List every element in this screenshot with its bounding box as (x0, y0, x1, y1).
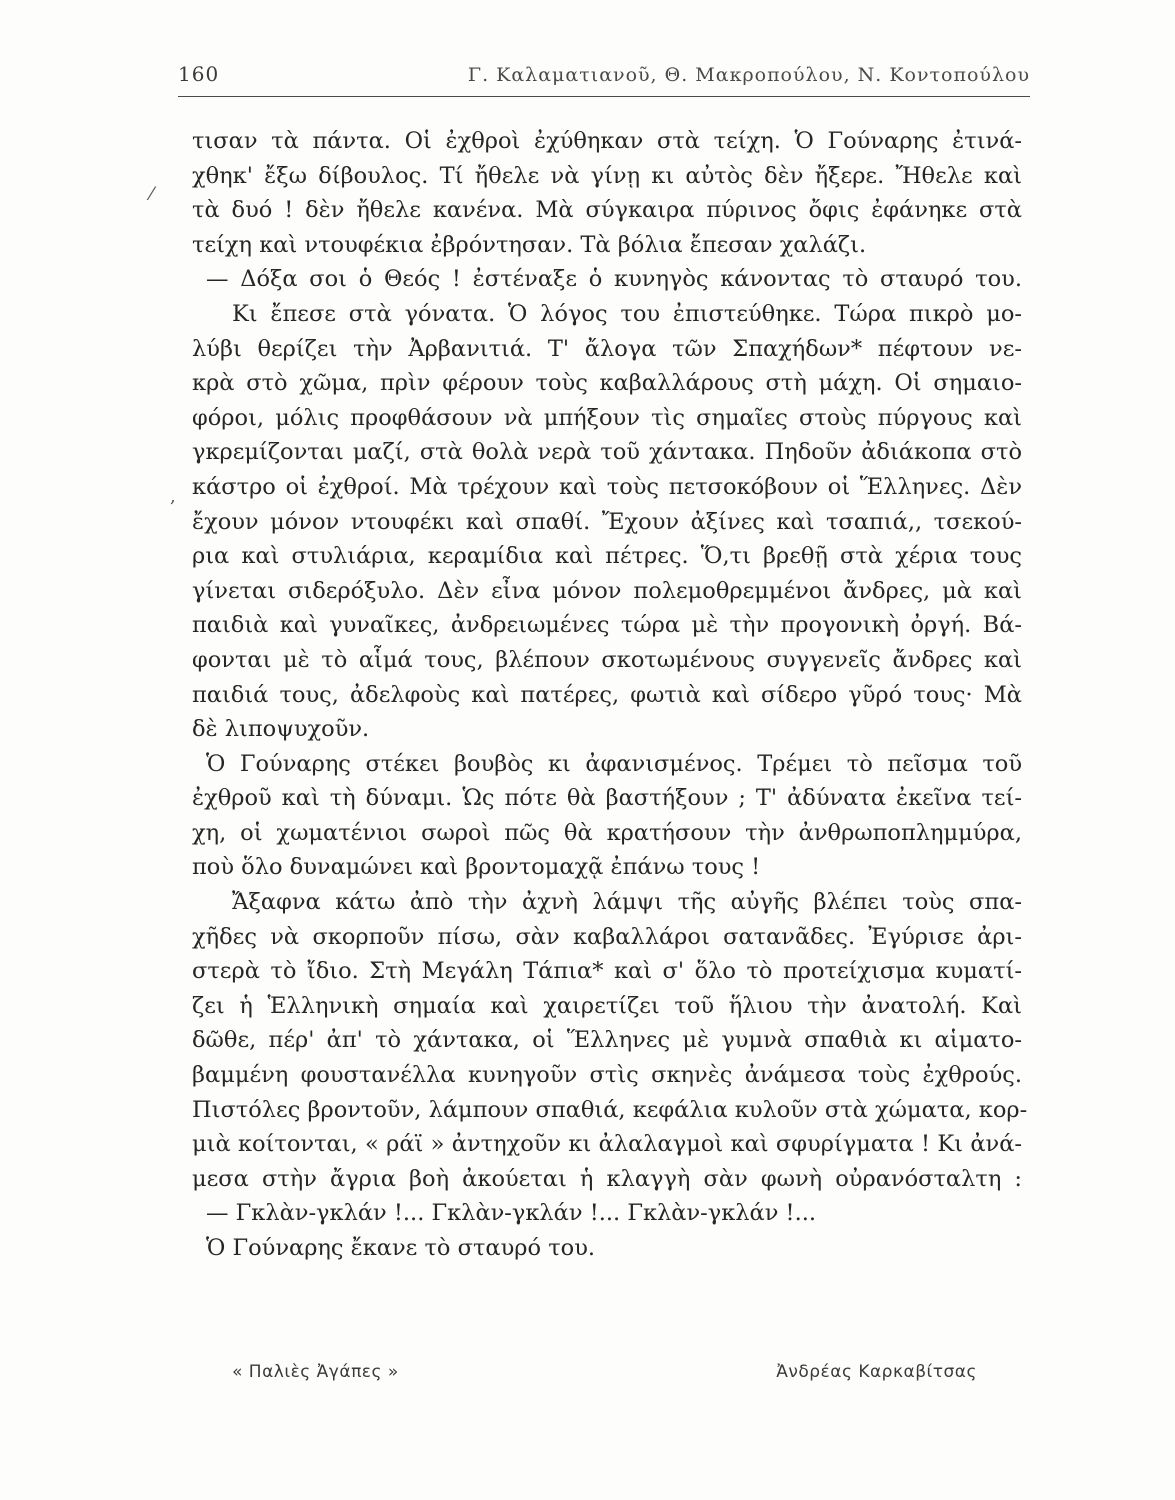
text-line: παιδιὰ καὶ γυναῖκες, ἀνδρειωμένες τώρα μὲ τὴν προγονικὴ ὀργή. Βά- (192, 612, 1022, 639)
text-line: κρὰ στὸ χῶμα, πρὶν φέρουν τοὺς καβαλλάρους στὴ μάχη. Οἱ σημαιο- (192, 370, 1022, 397)
text-line: ἐχθροῦ καὶ τὴ δύναμι. Ὡς πότε θὰ βαστήξουν ; Τ' ἀδύνατα ἐκεῖνα τεί- (192, 785, 1022, 812)
header-authors: Γ. Καλαματιανοῦ, Θ. Μακροπούλου, Ν. Κοντοπούλου (467, 64, 1030, 86)
header-rule (178, 96, 1030, 97)
text-line: γκρεμίζονται μαζί, στὰ θολὰ νερὰ τοῦ χάντακα. Πηδοῦν ἀδιάκοπα στὸ (192, 439, 1022, 466)
text-line: Κι ἔπεσε στὰ γόνατα. Ὁ λόγος του ἐπιστεύθηκε. Τώρα πικρὸ μο- (232, 300, 1022, 327)
text-line: φόροι, μόλις προφθάσουν νὰ μπήξουν τὶς σημαῖες στοὺς πύργους καὶ (192, 404, 1022, 431)
text-line: ρια καὶ στυλιάρια, κεραμίδια καὶ πέτρες. Ὅ,τι βρεθῇ στὰ χέρια τους (192, 543, 1022, 570)
text-line: παιδιά τους, ἀδελφοὺς καὶ πατέρες, φωτιὰ καὶ σίδερο γῦρό τους· Μὰ (192, 681, 1022, 708)
footer-author: Ἀνδρέας Καρκαβίτσας (776, 1362, 977, 1382)
text-line: — Γκλὰν-γκλάν !... Γκλὰν-γκλάν !... Γκλὰν-γκλάν !... (206, 1200, 817, 1227)
footer-source: « Παλιὲς Ἀγάπες » (232, 1362, 399, 1382)
text-line: λύβι θερίζει τὴν Ἀρβανιτιά. Τ' ἄλογα τῶν Σπαχήδων* πέφτουν νε- (192, 335, 1022, 362)
body-text (192, 124, 1028, 1266)
text-line: Ὁ Γούναρης στέκει βουβὸς κι ἀφανισμένος. Τρέμει τὸ πεῖσμα τοῦ (206, 750, 1022, 777)
text-line: χθηκ' ἔξω δίβουλος. Τί ἤθελε νὰ γίνῃ κι αὐτὸς δὲν ἤξερε. Ἤθελε καὶ (192, 162, 1022, 189)
text-line: Ὁ Γούναρης ἔκανε τὸ σταυρό του. (206, 1235, 596, 1261)
text-line: — Δόξα σοι ὁ Θεός ! ἐστέναξε ὁ κυνηγὸς κάνοντας τὸ σταυρό του. (206, 266, 1022, 293)
text-line: χῆδες νὰ σκορποῦν πίσω, σὰν καβαλλάροι σατανᾶδες. Ἐγύρισε ἀρι- (192, 923, 1022, 950)
text-line: Πιστόλες βροντοῦν, λάμπουν σπαθιά, κεφάλια κυλοῦν στὰ χώματα, κορ- (192, 1096, 1028, 1123)
margin-mark: , (170, 486, 176, 507)
text-line: δῶθε, πέρ' ἀπ' τὸ χάντακα, οἱ Ἕλληνες μὲ γυμνὰ σπαθιὰ κι αἱματο- (192, 1027, 1022, 1054)
text-line: ζει ἡ Ἑλληνικὴ σημαία καὶ χαιρετίζει τοῦ ἥλιου τὴν ἀνατολή. Καὶ (192, 992, 1022, 1019)
text-line: γίνεται σιδερόξυλο. Δὲν εἶνα μόνον πολεμοθρεμμένοι ἄνδρες, μὰ καὶ (192, 577, 1022, 604)
text-line: μιὰ κοίτονται, « ράϊ » ἀντηχοῦν κι ἀλαλαγμοὶ καὶ σφυρίγματα ! Κι ἀνά- (192, 1131, 1022, 1158)
margin-mark: ⁄ (150, 184, 154, 205)
text-line: βαμμένη φουστανέλλα κυνηγοῦν στὶς σκηνὲς ἀνάμεσα τοὺς ἐχθρούς. (192, 1062, 1022, 1089)
page-number: 160 (178, 62, 220, 86)
text-line: τείχη καὶ ντουφέκια ἐβρόντησαν. Τὰ βόλια ἔπεσαν χαλάζι. (192, 231, 867, 258)
text-line: μεσα στὴν ἄγρια βοὴ ἀκούεται ἡ κλαγγὴ σὰν φωνὴ οὐρανόσταλτη : (192, 1165, 1022, 1192)
text-line: ἔχουν μόνον ντουφέκι καὶ σπαθί. Ἔχουν ἀξίνες καὶ τσαπιά,, τσεκού- (192, 508, 1022, 535)
running-head (178, 60, 1030, 100)
text-line: φονται μὲ τὸ αἷμά τους, βλέπουν σκοτωμένους συγγενεῖς ἄνδρες καὶ (192, 646, 1022, 673)
text-line: κάστρο οἱ ἐχθροί. Μὰ τρέχουν καὶ τοὺς πετσοκόβουν οἱ Ἕλληνες. Δὲν (192, 473, 1022, 500)
text-line: τὰ δυό ! δὲν ἤθελε κανένα. Μὰ σύγκαιρα πύρινος ὄφις ἐφάνηκε στὰ (192, 197, 1022, 224)
text-line: στερὰ τὸ ἴδιο. Στὴ Μεγάλη Τάπια* καὶ σ' ὅλο τὸ προτείχισμα κυματί- (192, 958, 1022, 985)
text-line: δὲ λιποψυχοῦν. (192, 716, 370, 743)
text-line: χη, οἱ χωματένιοι σωροὶ πῶς θὰ κρατήσουν τὴν ἀνθρωποπλημμύρα, (192, 819, 1022, 846)
text-line: ποὺ ὅλο δυναμώνει καὶ βροντομαχᾷ ἐπάνω τους ! (192, 854, 761, 881)
text-line: Ἄξαφνα κάτω ἀπὸ τὴν ἀχνὴ λάμψι τῆς αὐγῆς βλέπει τοὺς σπα- (232, 889, 1022, 916)
text-line: τισαν τὰ πάντα. Οἱ ἐχθροὶ ἐχύθηκαν στὰ τείχη. Ὁ Γούναρης ἐτινά- (192, 128, 1022, 154)
